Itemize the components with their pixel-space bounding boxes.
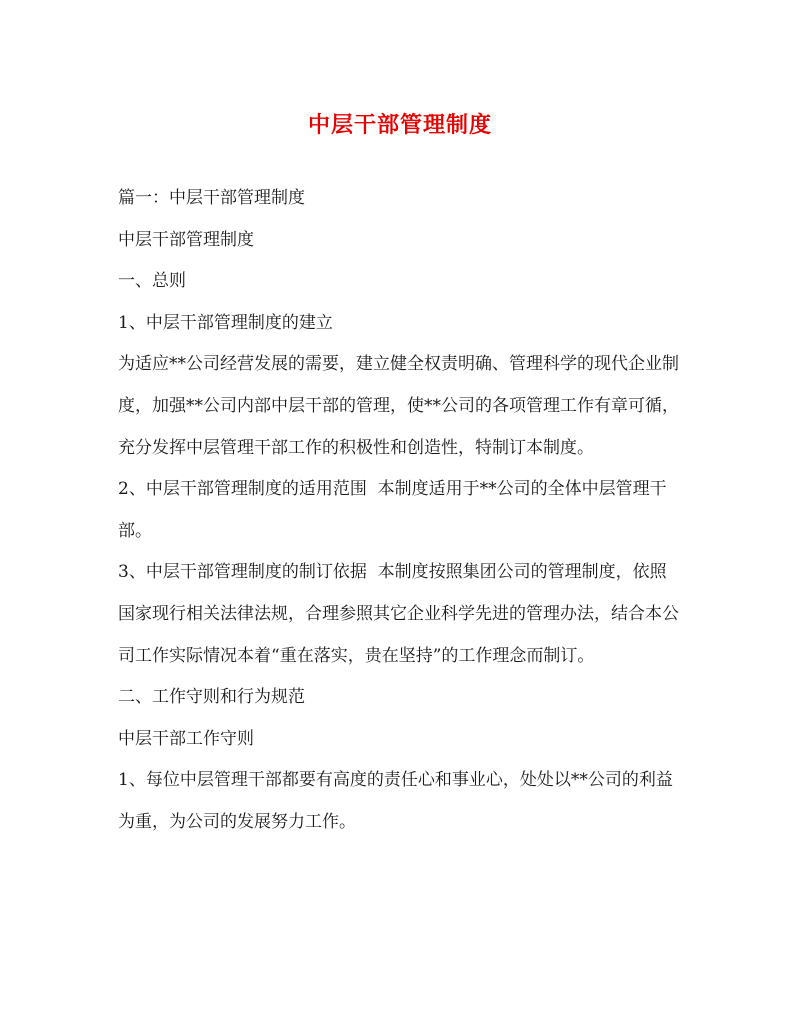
paragraph-item-1-body: 为适应**公司经营发展的需要，建立健全权责明确、管理科学的现代企业制度，加强**公司内部中层干部的管理，使**公司的各项管理工作有章可循，充分发挥中层管理干部工作的积极性和创造性，特制订本制度。 [118, 354, 679, 458]
document-title: 中层干部管理制度 [307, 112, 492, 138]
paragraph-section-conduct: 二、工作守则和行为规范 [118, 687, 305, 708]
paragraph-item-1-heading: 1、中层干部管理制度的建立 [118, 312, 333, 333]
paragraph-conduct-item-1: 1、每位中层管理干部都要有高度的责任心和事业心，处处以**公司的利益为重，为公司的发展努力工作。 [118, 770, 673, 832]
paragraph-item-3: 3、中层干部管理制度的制订依据 本制度按照集团公司的管理制度，依照国家现行相关法律法规，合理参照其它企业科学先进的管理办法，结合本公司工作实际情况本着“重在落实，贵在坚持”的工作理念而制订。 [118, 562, 679, 666]
paragraph-subtitle: 中层干部管理制度 [118, 229, 254, 250]
paragraph-section-general: 一、总则 [118, 271, 186, 292]
paragraph-conduct-subheading: 中层干部工作守则 [118, 728, 254, 749]
document-body [118, 178, 683, 844]
paragraph-item-2: 2、中层干部管理制度的适用范围 本制度适用于**公司的全体中层管理干部。 [118, 479, 667, 541]
paragraph-chapter-heading: 篇一：中层干部管理制度 [118, 188, 305, 208]
